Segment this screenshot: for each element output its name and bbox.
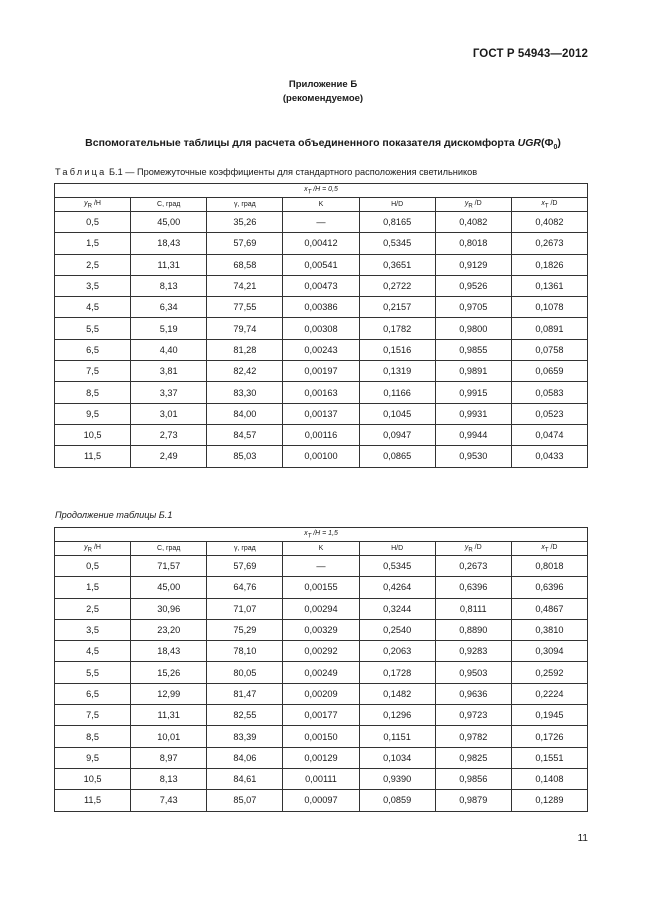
table-cell: 0,1516 (359, 339, 435, 360)
table-cell: 0,00137 (283, 403, 359, 424)
page-number: 11 (577, 833, 588, 844)
table-cell: 0,9503 (435, 662, 511, 683)
table-cell: 3,01 (131, 403, 207, 424)
table-cell: 0,8111 (435, 598, 511, 619)
table-cell: 57,69 (207, 233, 283, 254)
table-cell: 0,00177 (283, 705, 359, 726)
table-cell: 0,1728 (359, 662, 435, 683)
table-cell: 0,5345 (359, 233, 435, 254)
table-cell: 2,49 (131, 446, 207, 467)
heading-text: Вспомогательные таблицы для расчета объединенного показателя дискомфорта (85, 137, 515, 149)
table-cell: 11,5 (55, 790, 131, 811)
table-cell: 0,0659 (511, 361, 587, 382)
table-row (55, 768, 588, 789)
table-cell: 8,5 (55, 726, 131, 747)
table-cell: 0,5345 (359, 556, 435, 577)
table-cell: 10,5 (55, 768, 131, 789)
table-cell: 3,5 (55, 275, 131, 296)
table-cell: 45,00 (131, 212, 207, 233)
column-header: K (283, 542, 359, 556)
table-cell: — (283, 212, 359, 233)
table-cell: 81,47 (207, 683, 283, 704)
column-header: H/D (359, 542, 435, 556)
table-cell: 0,1151 (359, 726, 435, 747)
table-row (55, 212, 588, 233)
table-cell: 0,9530 (435, 446, 511, 467)
table-cell: 0,0859 (359, 790, 435, 811)
table-cell: 18,43 (131, 641, 207, 662)
table-cell: 0,00249 (283, 662, 359, 683)
column-header: $x_T$ /D (511, 542, 587, 556)
column-header: γ, град (207, 542, 283, 556)
table-cell: 84,61 (207, 768, 283, 789)
table-cell: 0,00386 (283, 297, 359, 318)
table-cell: 77,55 (207, 297, 283, 318)
table-cell: 0,00308 (283, 318, 359, 339)
table-cell: 0,00129 (283, 747, 359, 768)
table-cell: 0,9526 (435, 275, 511, 296)
table-cell: 6,5 (55, 339, 131, 360)
table-cell: 6,34 (131, 297, 207, 318)
table-row (55, 641, 588, 662)
table-cell: 0,9856 (435, 768, 511, 789)
table-cell: 45,00 (131, 577, 207, 598)
table-row (55, 254, 588, 275)
column-header: $y_R$ /H (55, 198, 131, 212)
table-row (55, 361, 588, 382)
table-cell: 0,0583 (511, 382, 587, 403)
table-cell: 84,06 (207, 747, 283, 768)
table-cell: 83,30 (207, 382, 283, 403)
table-cell: 11,31 (131, 254, 207, 275)
table-row (55, 233, 588, 254)
table-cell: 0,0433 (511, 446, 587, 467)
table-cell: 35,26 (207, 212, 283, 233)
table-caption-prefix: Таблица (55, 167, 107, 177)
table-cell: 6,5 (55, 683, 131, 704)
table-cell: 0,9931 (435, 403, 511, 424)
table-cell: 84,57 (207, 424, 283, 445)
standard-designation: ГОСТ Р 54943—2012 (472, 48, 588, 60)
table-cell: 0,1551 (511, 747, 587, 768)
table-cell: 0,9129 (435, 254, 511, 275)
section-heading (0, 137, 646, 151)
group-header: $x_T$ /H = 1,5 (55, 528, 588, 542)
table-row (55, 297, 588, 318)
table-cell: 71,57 (131, 556, 207, 577)
table-cell: 0,00111 (283, 768, 359, 789)
table-cell: 3,5 (55, 619, 131, 640)
table-cell: 4,40 (131, 339, 207, 360)
table-cell: 0,9915 (435, 382, 511, 403)
heading-symbol-paren: (Ф (540, 137, 554, 149)
table-cell: 0,1726 (511, 726, 587, 747)
table-cell: 0,2540 (359, 619, 435, 640)
table-cell: 7,5 (55, 705, 131, 726)
table-cell: 0,4082 (511, 212, 587, 233)
table-cell: 0,1782 (359, 318, 435, 339)
table-cell: 2,73 (131, 424, 207, 445)
table-cell: 84,00 (207, 403, 283, 424)
table-cell: 10,01 (131, 726, 207, 747)
table-cell: 30,96 (131, 598, 207, 619)
column-header: K (283, 198, 359, 212)
table-cell: 7,5 (55, 361, 131, 382)
table-cell: 74,21 (207, 275, 283, 296)
table-cell: 0,4264 (359, 577, 435, 598)
table-cell: 0,00097 (283, 790, 359, 811)
table-cell: 0,0523 (511, 403, 587, 424)
table-cell: 0,00473 (283, 275, 359, 296)
table-cell: 0,1034 (359, 747, 435, 768)
table-cell: 11,31 (131, 705, 207, 726)
table-cell: 81,28 (207, 339, 283, 360)
table-cell: 0,0865 (359, 446, 435, 467)
column-header: H/D (359, 198, 435, 212)
table-cell: 0,1482 (359, 683, 435, 704)
coefficients-table-2 (54, 527, 588, 812)
table-row (55, 598, 588, 619)
table-cell: 0,9944 (435, 424, 511, 445)
table-cell: 15,26 (131, 662, 207, 683)
table-cell: 0,9723 (435, 705, 511, 726)
column-header: γ, град (207, 198, 283, 212)
table-cell: 0,6396 (511, 577, 587, 598)
table-row (55, 705, 588, 726)
table-cell: 78,10 (207, 641, 283, 662)
table-cell: 0,3244 (359, 598, 435, 619)
table-cell: 0,1166 (359, 382, 435, 403)
table-cell: 2,5 (55, 254, 131, 275)
table-cell: 0,0474 (511, 424, 587, 445)
table-cell: 0,00412 (283, 233, 359, 254)
table-cell: 9,5 (55, 403, 131, 424)
table-cell: 80,05 (207, 662, 283, 683)
table-cell: 0,8165 (359, 212, 435, 233)
table-row (55, 424, 588, 445)
table-cell: 79,74 (207, 318, 283, 339)
table-cell: 57,69 (207, 556, 283, 577)
table-cell: 82,55 (207, 705, 283, 726)
table-cell: 75,29 (207, 619, 283, 640)
table-row (55, 790, 588, 811)
table-cell: 0,2592 (511, 662, 587, 683)
table-cell: 0,1361 (511, 275, 587, 296)
table-cell: 0,8018 (435, 233, 511, 254)
table-cell: 0,5 (55, 556, 131, 577)
table-cell: 3,37 (131, 382, 207, 403)
table-cell: 0,1826 (511, 254, 587, 275)
table-cell: 0,9705 (435, 297, 511, 318)
table-cell: 8,5 (55, 382, 131, 403)
table-cell: 0,8890 (435, 619, 511, 640)
table-cell: 0,0758 (511, 339, 587, 360)
table-cell: 0,2157 (359, 297, 435, 318)
table-row (55, 446, 588, 467)
table-cell: 0,1045 (359, 403, 435, 424)
table-cell: 0,9879 (435, 790, 511, 811)
table-cell: 5,5 (55, 318, 131, 339)
table-cell: 0,00150 (283, 726, 359, 747)
table-cell: 11,5 (55, 446, 131, 467)
table-cell: 9,5 (55, 747, 131, 768)
table-cell: 0,00294 (283, 598, 359, 619)
table-cell: 8,97 (131, 747, 207, 768)
table-cell: 3,81 (131, 361, 207, 382)
table-cell: 23,20 (131, 619, 207, 640)
table-cell: 0,1945 (511, 705, 587, 726)
table-cell: 18,43 (131, 233, 207, 254)
table-cell: 0,1319 (359, 361, 435, 382)
table-cell: 82,42 (207, 361, 283, 382)
table-cell: 1,5 (55, 577, 131, 598)
table-cell: 0,00243 (283, 339, 359, 360)
table-cell: 0,9825 (435, 747, 511, 768)
table-cell: 0,00155 (283, 577, 359, 598)
table-row (55, 403, 588, 424)
column-header: $x_T$ /D (511, 198, 587, 212)
table-cell: 0,1078 (511, 297, 587, 318)
table-cell: 0,00116 (283, 424, 359, 445)
table-cell: 5,19 (131, 318, 207, 339)
table-cell: 0,8018 (511, 556, 587, 577)
table-cell: 0,00100 (283, 446, 359, 467)
table-row (55, 556, 588, 577)
table-cell: 0,9636 (435, 683, 511, 704)
column-header: $y_R$ /D (435, 542, 511, 556)
table-cell: 71,07 (207, 598, 283, 619)
continuation-caption: Продолжение таблицы Б.1 (55, 510, 173, 520)
table-row (55, 318, 588, 339)
table-cell: 0,2722 (359, 275, 435, 296)
table-row (55, 577, 588, 598)
table-cell: 85,03 (207, 446, 283, 467)
heading-symbol: UGR (517, 137, 541, 149)
column-header: C, град (131, 198, 207, 212)
table-cell: 0,9283 (435, 641, 511, 662)
table-cell: 0,1408 (511, 768, 587, 789)
table-row (55, 726, 588, 747)
table-cell: 0,9800 (435, 318, 511, 339)
table-row (55, 382, 588, 403)
table-cell: 1,5 (55, 233, 131, 254)
table-row (55, 619, 588, 640)
table-cell: 0,9855 (435, 339, 511, 360)
table-cell: 4,5 (55, 297, 131, 318)
table-cell: 0,00292 (283, 641, 359, 662)
table-cell: 0,2673 (435, 556, 511, 577)
table-row (55, 662, 588, 683)
table-cell: 8,13 (131, 768, 207, 789)
heading-symbol-sub: 0 (553, 144, 558, 152)
table-cell: 0,1296 (359, 705, 435, 726)
table-cell: 8,13 (131, 275, 207, 296)
table-cell: 0,5 (55, 212, 131, 233)
table-cell: 0,2673 (511, 233, 587, 254)
group-header: $x_T$ /H = 0,5 (55, 184, 588, 198)
table-cell: 0,3651 (359, 254, 435, 275)
column-header: $y_R$ /D (435, 198, 511, 212)
table-cell: 83,39 (207, 726, 283, 747)
table-cell: 12,99 (131, 683, 207, 704)
table-cell: 0,1289 (511, 790, 587, 811)
table-row (55, 339, 588, 360)
table-cell: 0,6396 (435, 577, 511, 598)
table-row (55, 275, 588, 296)
table-cell: 4,5 (55, 641, 131, 662)
table-cell: 0,4082 (435, 212, 511, 233)
table-cell: 7,43 (131, 790, 207, 811)
table-row (55, 747, 588, 768)
table-cell: 0,0947 (359, 424, 435, 445)
column-header: C, град (131, 542, 207, 556)
table-cell: 0,3810 (511, 619, 587, 640)
coefficients-table-1 (54, 183, 588, 468)
table-cell: 0,9390 (359, 768, 435, 789)
table-cell: 0,4867 (511, 598, 587, 619)
table-cell: 0,9782 (435, 726, 511, 747)
table-cell: 0,9891 (435, 361, 511, 382)
table-cell: 0,00197 (283, 361, 359, 382)
table-cell: 68,58 (207, 254, 283, 275)
table-cell: — (283, 556, 359, 577)
table-cell: 0,00163 (283, 382, 359, 403)
table-cell: 5,5 (55, 662, 131, 683)
table-caption-text: Б.1 — Промежуточные коэффициенты для стандартного расположения светильников (109, 167, 478, 177)
annex-subtitle: (рекомендуемое) (282, 93, 364, 104)
table-cell: 85,07 (207, 790, 283, 811)
heading-symbol-close: ) (557, 137, 561, 149)
table-cell: 0,00329 (283, 619, 359, 640)
table-cell: 0,0891 (511, 318, 587, 339)
table-cell: 0,2224 (511, 683, 587, 704)
table-cell: 10,5 (55, 424, 131, 445)
table-cell: 0,00209 (283, 683, 359, 704)
table-row (55, 683, 588, 704)
table-caption (55, 167, 477, 177)
column-header: $y_R$ /H (55, 542, 131, 556)
table-cell: 64,76 (207, 577, 283, 598)
table-cell: 2,5 (55, 598, 131, 619)
table-cell: 0,00541 (283, 254, 359, 275)
annex-title: Приложение Б (288, 79, 358, 90)
table-cell: 0,3094 (511, 641, 587, 662)
table-cell: 0,2063 (359, 641, 435, 662)
